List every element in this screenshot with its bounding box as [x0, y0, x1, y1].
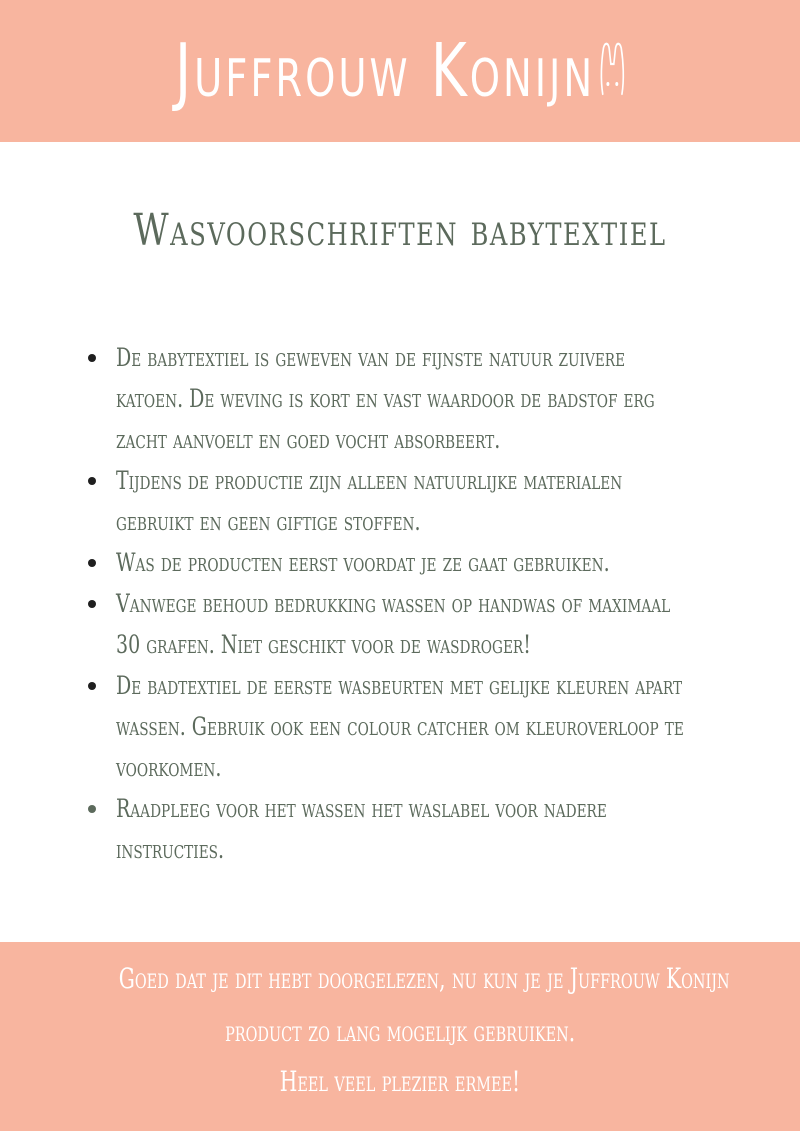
bullet-icon: [88, 477, 96, 485]
instruction-list: [88, 337, 778, 870]
brand-logo: [175, 28, 625, 114]
instruction-text: De babytextiel is geweven van de fijnste natuur zuivere katoen. De weving is kort en vast waardoor de badstof erg zacht aanvoelt en goed vocht absorbeert.: [116, 343, 655, 454]
instruction-text: Vanwege behoud bedrukking wassen op handwas of maximaal 30 grafen. Niet geschikt voor de wasdroger!: [116, 589, 671, 659]
page-title: Wasvoorschriften babytextiel: [133, 205, 667, 256]
list-item: [88, 460, 778, 542]
instruction-text: Raadpleeg voor het wassen het waslabel voor nadere instructies.: [116, 794, 607, 864]
instruction-text: De badtextiel de eerste wasbeurten met gelijke kleuren apart wassen. Gebruik ook een colour catcher om kleuroverloop te voorkomen.: [116, 671, 684, 782]
bullet-icon: [88, 559, 96, 567]
bunny-icon: [600, 34, 625, 108]
footer-text: Heel veel plezier ermee!: [279, 1065, 521, 1098]
footer-text: Goed dat je dit hebt doorgelezen, nu kun je je Juffrouw Konijn: [118, 962, 730, 995]
list-item: [88, 665, 778, 788]
bullet-icon: [88, 600, 96, 608]
footer-line-3: [0, 1065, 800, 1098]
instruction-text: Was de producten eerst voordat je ze gaat gebruiken.: [116, 548, 610, 577]
list-item: [88, 788, 778, 870]
brand-name: Juffrouw Konijn: [175, 28, 596, 114]
footer-banner: [0, 942, 800, 1131]
list-item: [88, 583, 778, 665]
list-item: [88, 337, 778, 460]
list-item: [88, 542, 778, 583]
footer-line-1: [0, 962, 800, 995]
instruction-text: Tijdens de productie zijn alleen natuurlijke materialen gebruikt en geen giftige stoffen.: [116, 466, 623, 536]
footer-text: product zo lang mogelijk gebruiken.: [224, 1015, 576, 1048]
bullet-icon: [88, 682, 96, 690]
bullet-icon: [88, 805, 96, 813]
header-banner: [0, 0, 800, 142]
bullet-icon: [88, 354, 96, 362]
footer-line-2: [0, 1015, 800, 1048]
